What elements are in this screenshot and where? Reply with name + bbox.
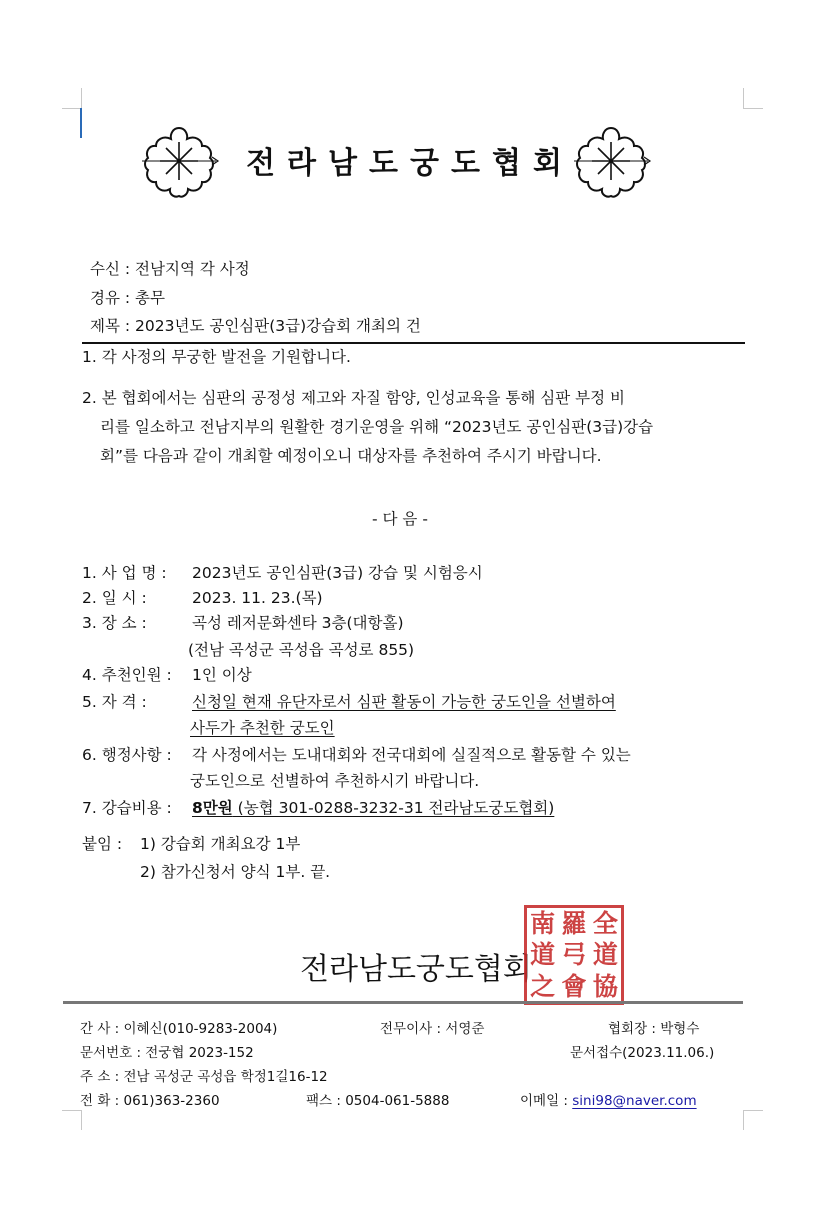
item-value: 1인 이상 <box>192 666 252 684</box>
crop-mark <box>81 1110 82 1130</box>
item-value: 2023. 11. 23.(목) <box>192 589 323 607</box>
item-value: 사두가 추천한 궁도인 <box>190 719 335 737</box>
item-label: 4. 추천인원 : <box>82 666 172 684</box>
item-label: 2. 일 시 : <box>82 589 147 607</box>
text-cursor <box>80 108 82 138</box>
page-title: 전라남도궁도협회 <box>246 146 574 181</box>
crop-mark <box>62 1110 82 1111</box>
recipient-value: 전남지역 각 사정 <box>135 260 250 278</box>
item-label: 5. 자 격 : <box>82 693 147 711</box>
item-label: 1. 사 업 명 : <box>82 564 167 582</box>
email-link[interactable]: sini98@naver.com <box>572 1093 697 1109</box>
item-value: 2023년도 공인심판(3급) 강습 및 시험응시 <box>192 564 483 582</box>
subject-row: 제목 : 2023년도 공인심판(3급)강습회 개최의 건 <box>90 317 421 335</box>
attachment-line: 1) 강습회 개최요강 1부 <box>140 835 301 853</box>
subject-divider <box>82 342 745 344</box>
item-value: 궁도인으로 선별하여 추천하시기 바랍니다. <box>190 772 480 790</box>
footer-phone: 전 화 : 061)363-2360 <box>80 1093 220 1109</box>
section-heading: - 다 음 - <box>372 510 428 528</box>
footer-email <box>520 1091 697 1111</box>
footer-director: 전무이사 : 서영준 <box>380 1021 485 1037</box>
footer-divider <box>63 1001 743 1004</box>
paragraph-2-line: 리를 일소하고 전남지부의 원활한 경기운영을 위해 “2023년도 공인심판(3급)강습 <box>100 418 654 436</box>
item-value: 각 사정에서는 도내대회와 전국대회에 실질적으로 활동할 수 있는 <box>192 746 631 764</box>
fee-amount: 8만원 <box>192 799 233 817</box>
fee-value <box>192 798 554 818</box>
crop-mark <box>743 1110 763 1111</box>
crop-mark <box>743 1110 744 1130</box>
crop-mark <box>743 88 744 108</box>
attachment-label: 붙임 : <box>82 835 123 853</box>
footer-president: 협회장 : 박형수 <box>608 1021 700 1037</box>
paragraph-2-line: 회”를 다음과 같이 개최할 예정이오니 대상자를 추천하여 주시기 바랍니다. <box>100 447 602 465</box>
crop-mark <box>743 108 763 109</box>
footer-secretary: 간 사 : 이혜신(010-9283-2004) <box>80 1021 278 1037</box>
item-label: 7. 강습비용 : <box>82 799 172 817</box>
official-seal-stamp: 南 羅 全 道 弓 道 之 會 協 <box>524 905 624 1005</box>
recipient-row: 수신 : 전남지역 각 사정 <box>90 260 250 278</box>
archery-emblem-icon-left <box>138 120 220 202</box>
email-label: 이메일 : <box>520 1093 568 1109</box>
recipient-label: 수신 <box>90 260 120 278</box>
via-value: 총무 <box>135 289 165 307</box>
item-value: 곡성 레저문화센타 3층(대항홀) <box>192 614 404 632</box>
paragraph-2-line: 2. 본 협회에서는 심판의 공정성 제고와 자질 함양, 인성교육을 통해 심판 부정 비 <box>82 389 626 407</box>
item-value: 신청일 현재 유단자로서 심판 활동이 가능한 궁도인을 선별하여 <box>192 693 616 711</box>
sender-name: 전라남도궁도협회 <box>300 952 532 987</box>
footer-address: 주 소 : 전남 곡성군 곡성읍 학정1길16-12 <box>80 1069 328 1085</box>
footer-doc-received: 문서접수(2023.11.06.) <box>570 1045 715 1061</box>
via-label: 경유 <box>90 289 120 307</box>
subject-label: 제목 <box>90 317 120 335</box>
crop-mark <box>81 88 82 108</box>
footer-fax: 팩스 : 0504-061-5888 <box>306 1093 450 1109</box>
attachment-line: 2) 참가신청서 양식 1부. 끝. <box>140 863 331 881</box>
item-label: 6. 행정사항 : <box>82 746 172 764</box>
fee-account: (농협 301-0288-3232-31 전라남도궁도협회) <box>232 799 555 817</box>
item-value: (전남 곡성군 곡성읍 곡성로 855) <box>188 641 415 659</box>
subject-value: 2023년도 공인심판(3급)강습회 개최의 건 <box>135 317 421 335</box>
footer-doc-number: 문서번호 : 전궁협 2023-152 <box>80 1045 254 1061</box>
item-label: 3. 장 소 : <box>82 614 147 632</box>
crop-mark <box>62 108 82 109</box>
via-row: 경유 : 총무 <box>90 289 165 307</box>
paragraph-1: 1. 각 사정의 무궁한 발전을 기원합니다. <box>82 348 351 366</box>
